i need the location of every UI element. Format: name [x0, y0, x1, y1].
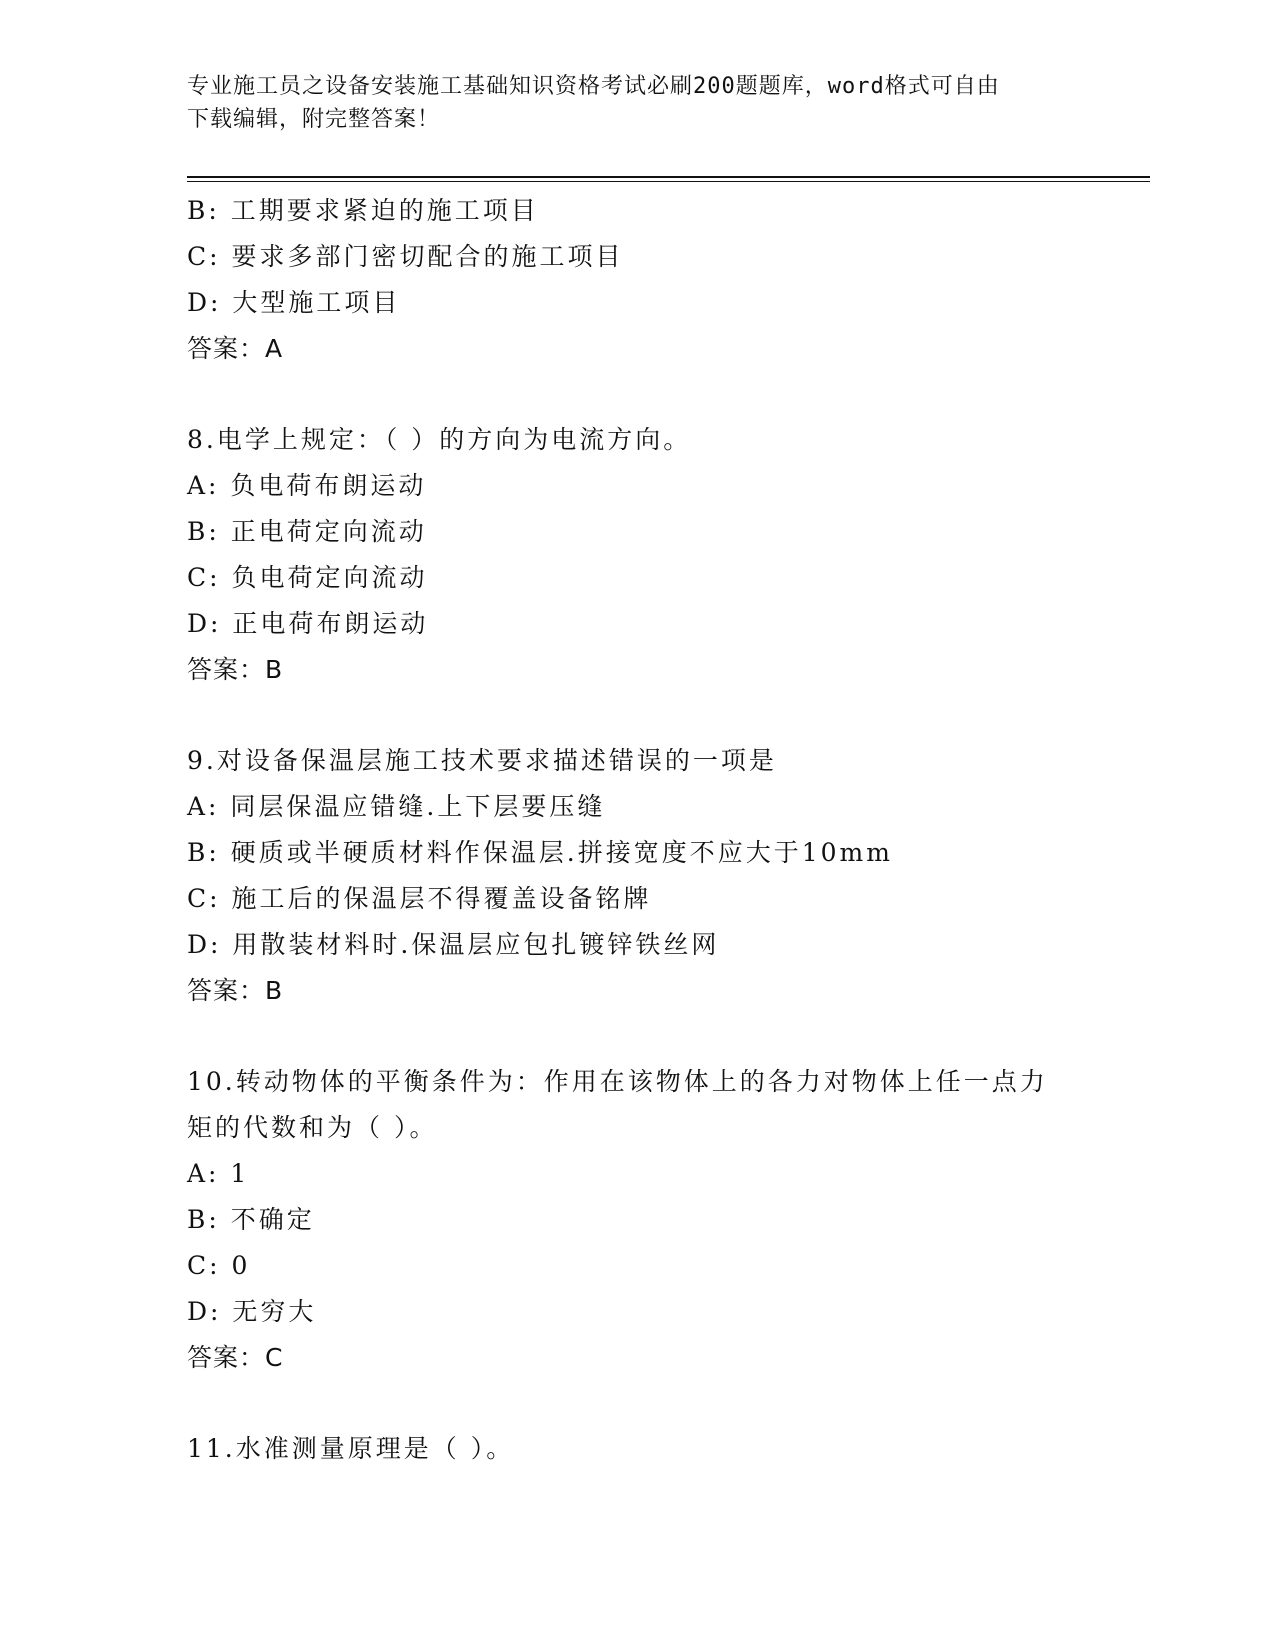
question-stem-line-1: 10.转动物体的平衡条件为：作用在该物体上的各力对物体上任一点力 — [187, 1067, 1048, 1096]
question-7-fragment — [187, 188, 1087, 372]
answer: 答案：B — [187, 655, 284, 684]
option-c: C: 负电荷定向流动 — [187, 563, 428, 592]
option-a: A: 1 — [187, 1159, 250, 1188]
option-b: B: 不确定 — [187, 1205, 315, 1234]
option-a: A: 同层保温应错缝.上下层要压缝 — [187, 792, 606, 821]
question-11 — [187, 1426, 1087, 1472]
question-stem: 11.水准测量原理是（ ）。 — [187, 1434, 515, 1463]
spacer — [187, 372, 1087, 417]
spacer — [187, 1381, 1087, 1426]
question-8 — [187, 417, 1087, 693]
header-divider-thin — [187, 181, 1150, 182]
option-c: C: 施工后的保温层不得覆盖设备铭牌 — [187, 884, 652, 913]
question-stem: 9.对设备保温层施工技术要求描述错误的一项是 — [187, 746, 777, 775]
spacer — [187, 693, 1087, 738]
header-line-2: 下载编辑，附完整答案！ — [187, 107, 441, 132]
option-d: D: 无穷大 — [187, 1297, 317, 1326]
option-a: A: 负电荷布朗运动 — [187, 471, 427, 500]
answer: 答案：C — [187, 1343, 284, 1372]
option-d: D: 大型施工项目 — [187, 288, 401, 317]
question-list — [187, 188, 1087, 1472]
option-b: B: 硬质或半硬质材料作保温层.拼接宽度不应大于10mm — [187, 838, 893, 867]
question-9 — [187, 738, 1087, 1014]
option-d: D: 用散装材料时.保温层应包扎镀锌铁丝网 — [187, 930, 720, 959]
spacer — [187, 1014, 1087, 1059]
question-10 — [187, 1059, 1087, 1381]
option-c: C: 0 — [187, 1251, 251, 1280]
document-header — [187, 70, 1087, 136]
option-d: D: 正电荷布朗运动 — [187, 609, 429, 638]
question-stem-line-2: 矩的代数和为（ ）。 — [187, 1113, 438, 1142]
option-c: C: 要求多部门密切配合的施工项目 — [187, 242, 624, 271]
question-stem: 8.电学上规定：（ ）的方向为电流方向。 — [187, 425, 692, 454]
answer: 答案：A — [187, 334, 284, 363]
header-line-1: 专业施工员之设备安装施工基础知识资格考试必刷200题题库，word格式可自由 — [187, 74, 1000, 99]
header-divider-thick — [187, 176, 1150, 178]
option-b: B: 工期要求紧迫的施工项目 — [187, 196, 539, 225]
option-b: B: 正电荷定向流动 — [187, 517, 427, 546]
answer: 答案：B — [187, 976, 284, 1005]
